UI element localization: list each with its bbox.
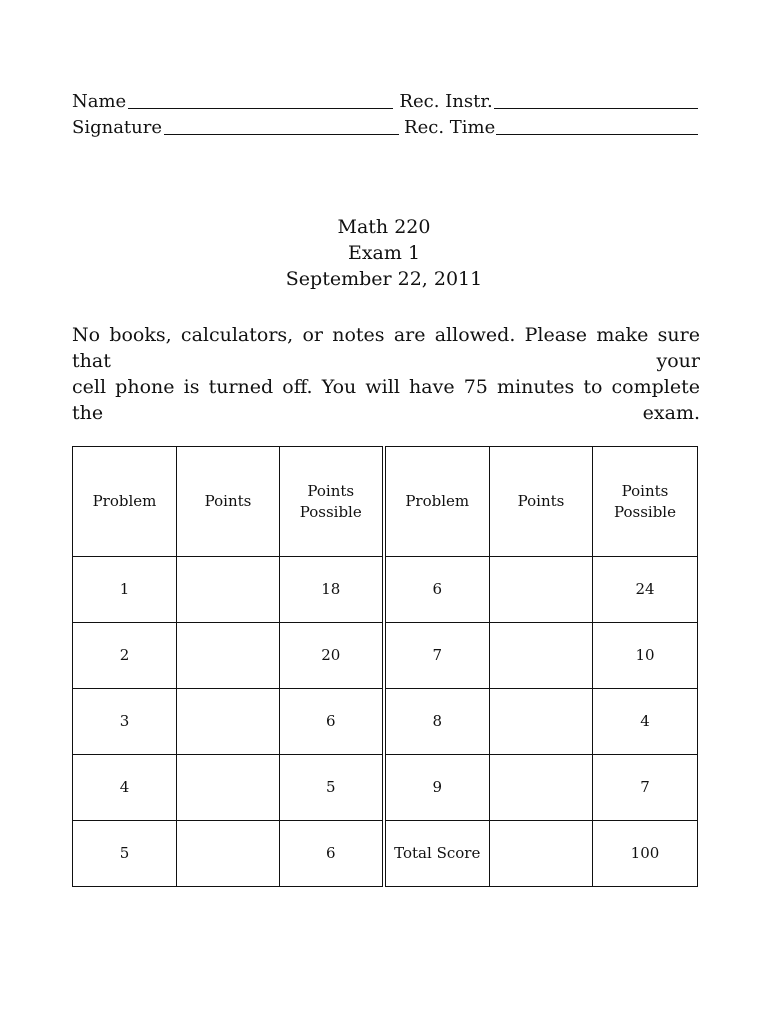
right-possible-cell: 4 [593,689,698,755]
instructions-line-1: No books, calculators, or notes are allowed. Please make sure that your [72,324,700,372]
table-row [73,821,698,887]
header-problem-right: Problem [384,447,490,557]
left-problem-cell: 2 [73,623,177,689]
score-table-header [73,447,698,557]
right-points-cell[interactable] [490,623,593,689]
instructions-line-2: cell phone is turned off. You will have 75 minutes to complete the exam. [72,376,700,424]
rec-time-label: Rec. Time [404,117,496,138]
right-problem-cell: 7 [384,623,490,689]
total-score-points-cell[interactable] [490,821,593,887]
table-row [73,623,698,689]
left-problem-cell: 3 [73,689,177,755]
score-table [72,446,698,887]
rec-instr-label: Rec. Instr. [399,91,493,112]
header-points-possible-left-line2: Possible [299,502,362,521]
name-instructor-row [72,88,698,112]
left-possible-cell: 5 [280,755,384,821]
signature-field[interactable] [164,133,399,135]
signature-label: Signature [72,117,163,138]
total-possible-cell: 100 [593,821,698,887]
left-possible-cell: 18 [280,557,384,623]
exam-date: September 22, 2011 [285,268,483,290]
header-points-right: Points [490,447,593,557]
table-row [73,755,698,821]
exam-instructions [72,322,700,426]
header-points-possible-right-line2: Possible [614,502,676,521]
right-problem-cell: 6 [384,557,490,623]
name-label: Name [72,91,127,112]
left-possible-cell: 6 [280,821,384,887]
left-points-cell[interactable] [177,755,280,821]
rec-instr-field[interactable] [494,107,698,109]
exam-number: Exam 1 [347,242,421,264]
right-points-cell[interactable] [490,755,593,821]
total-score-label-cell: Total Score [384,821,490,887]
right-possible-cell: 10 [593,623,698,689]
name-field[interactable] [128,107,393,109]
header-points-possible-left-line1: Points [307,481,355,500]
left-points-cell[interactable] [177,623,280,689]
header-points-left: Points [177,447,280,557]
table-row [73,689,698,755]
left-possible-cell: 6 [280,689,384,755]
left-problem-cell: 4 [73,755,177,821]
right-possible-cell: 7 [593,755,698,821]
header-points-possible-left [280,447,384,557]
signature-time-row [72,114,698,138]
left-problem-cell: 1 [73,557,177,623]
header-points-possible-right [593,447,698,557]
right-problem-cell: 9 [384,755,490,821]
header-problem-left: Problem [73,447,177,557]
left-problem-cell: 5 [73,821,177,887]
left-possible-cell: 20 [280,623,384,689]
right-points-cell[interactable] [490,557,593,623]
course-title: Math 220 [337,216,431,238]
table-row [73,557,698,623]
left-points-cell[interactable] [177,557,280,623]
right-points-cell[interactable] [490,689,593,755]
right-possible-cell: 24 [593,557,698,623]
left-points-cell[interactable] [177,689,280,755]
header-points-possible-right-line1: Points [621,481,669,500]
left-points-cell[interactable] [177,821,280,887]
exam-title-block [0,214,768,292]
rec-time-field[interactable] [496,133,698,135]
right-problem-cell: 8 [384,689,490,755]
